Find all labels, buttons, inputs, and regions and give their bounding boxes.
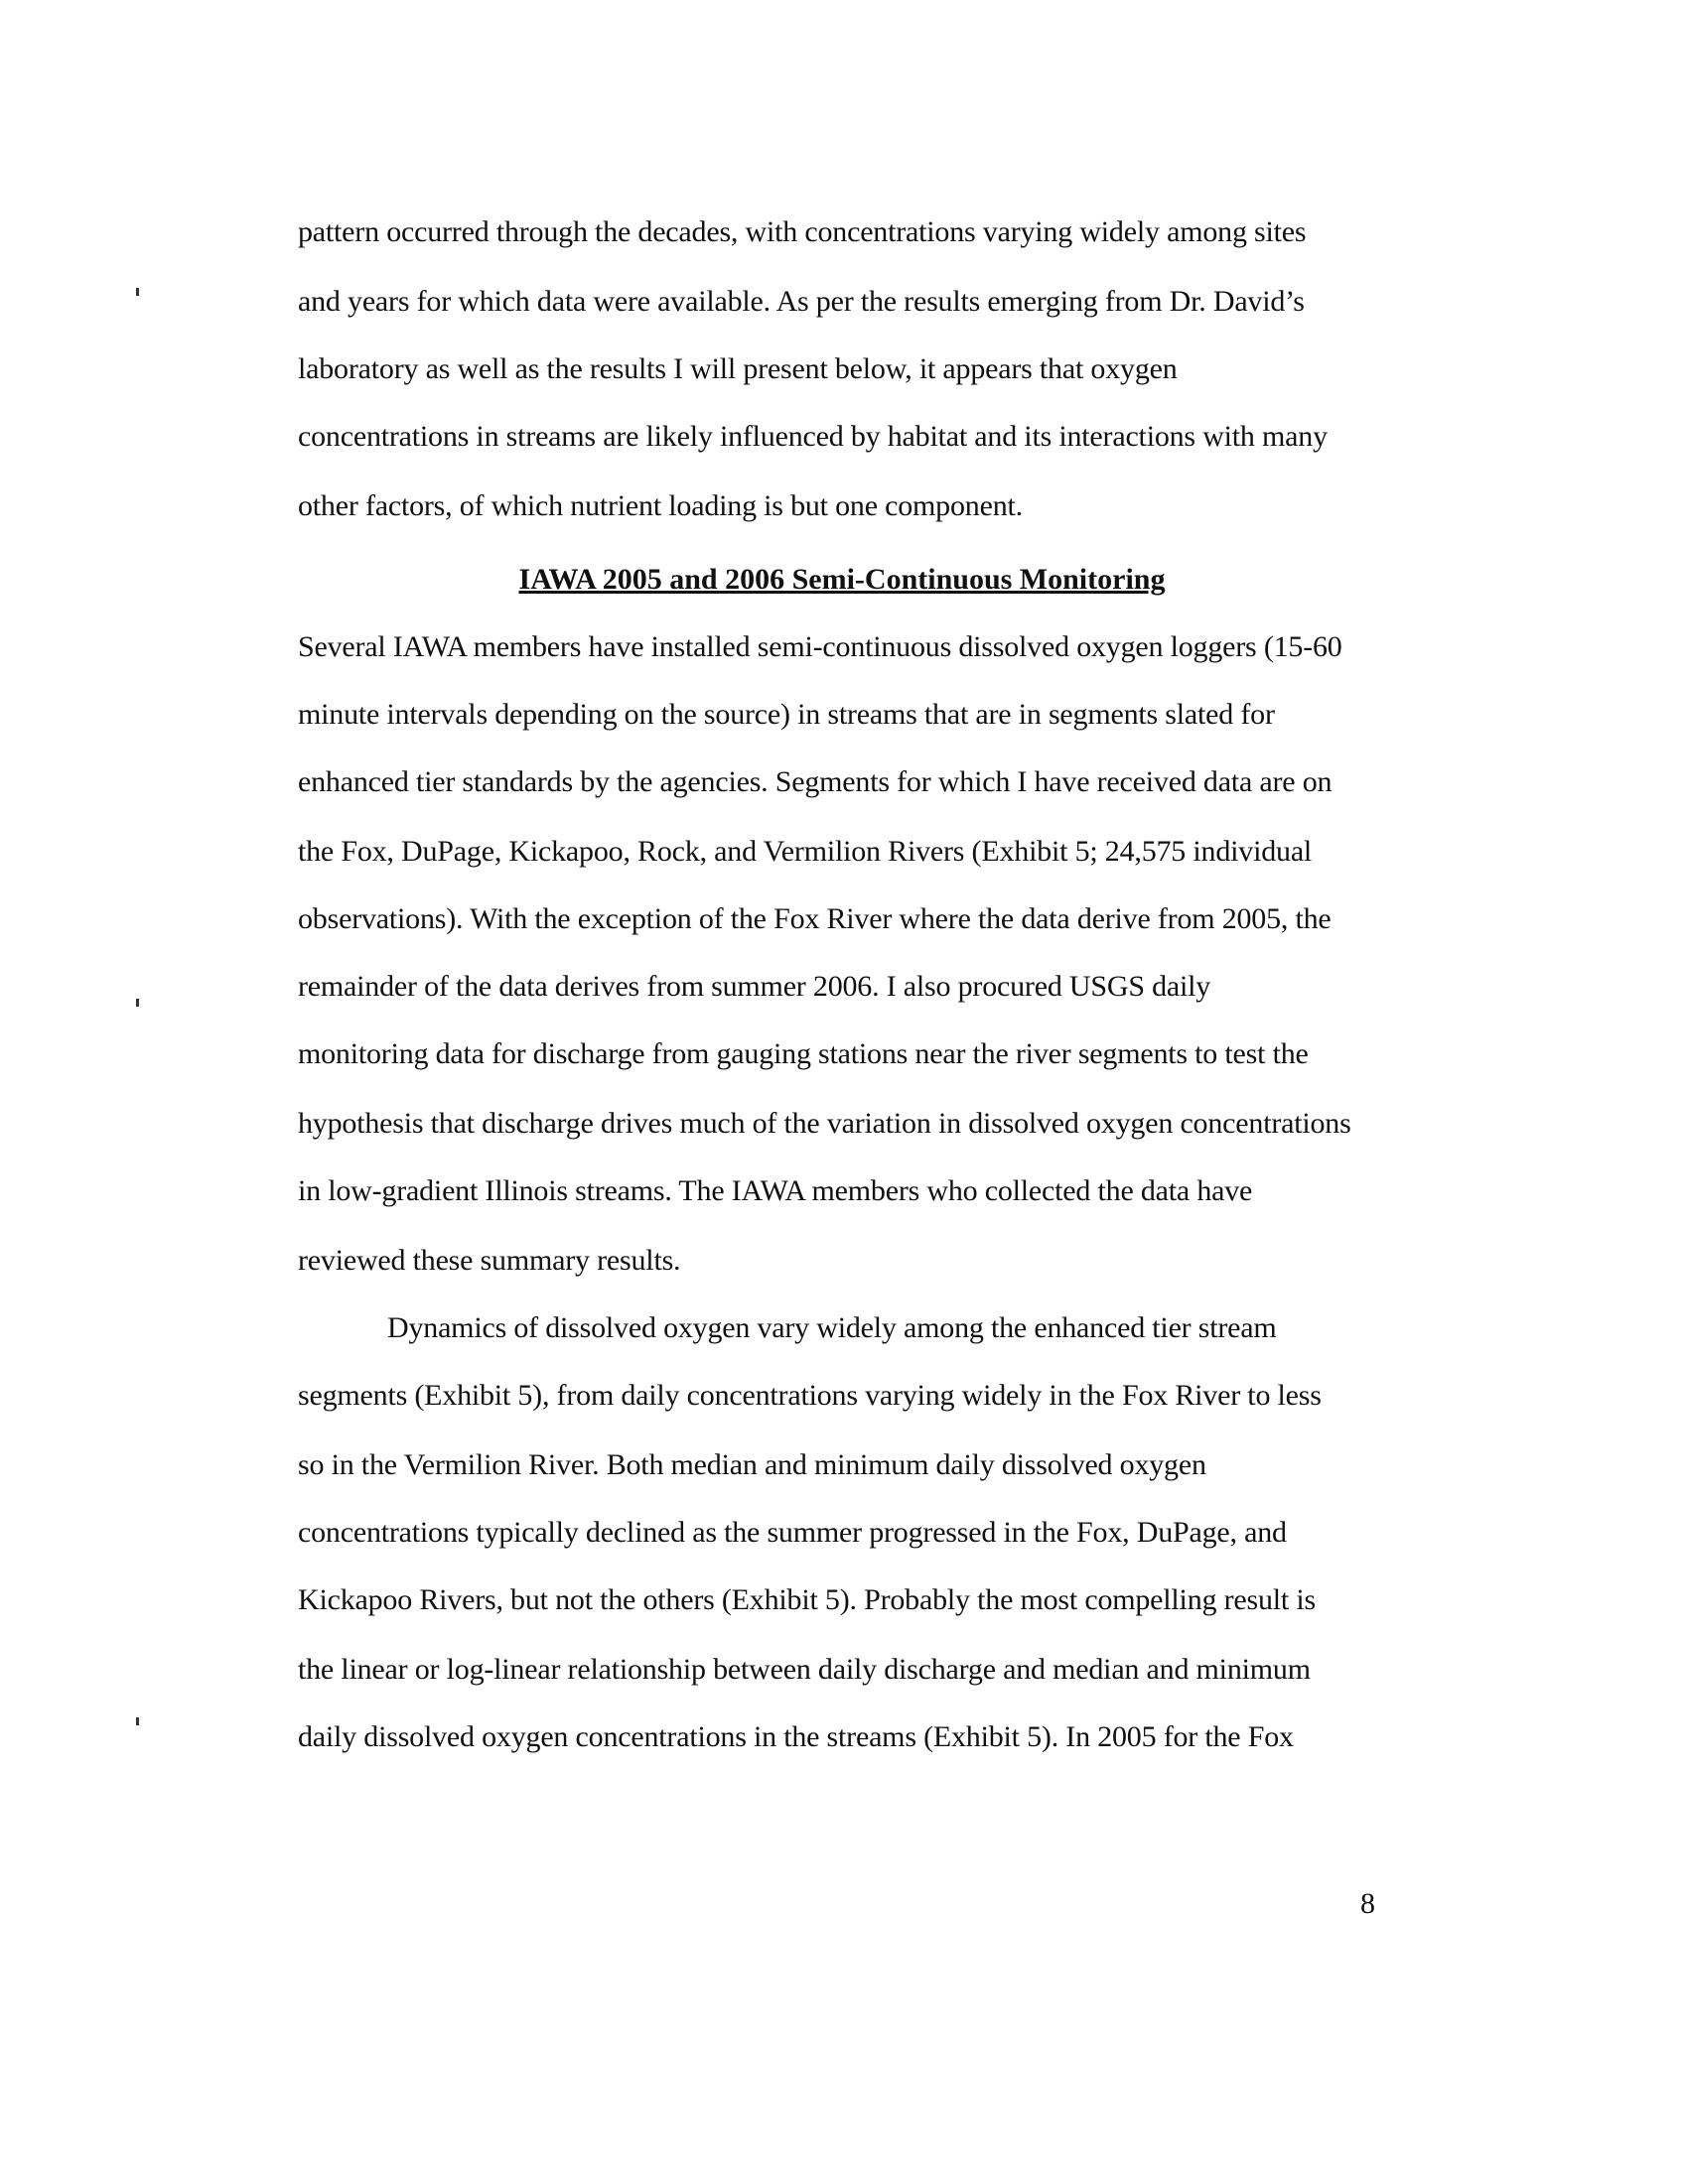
paragraph-line: Dynamics of dissolved oxygen vary widely among the enhanced tier stream xyxy=(387,1311,1277,1344)
paragraph-line: and years for which data were available. As per the results emerging from Dr. David’s xyxy=(298,285,1305,318)
paragraph-line: so in the Vermilion River. Both median and minimum daily dissolved oxygen xyxy=(298,1448,1206,1481)
paragraph-line: the linear or log-linear relationship between daily discharge and median and minimum xyxy=(298,1653,1311,1686)
scan-speck xyxy=(136,1717,139,1725)
paragraph-line: concentrations in streams are likely influenced by habitat and its interactions with many xyxy=(298,420,1328,453)
paragraph-line: hypothesis that discharge drives much of the variation in dissolved oxygen concentrations xyxy=(298,1107,1351,1140)
paragraph-line: the Fox, DuPage, Kickapoo, Rock, and Vermilion Rivers (Exhibit 5; 24,575 individual xyxy=(298,835,1313,868)
scan-speck xyxy=(136,288,139,296)
paragraph-line: in low-gradient Illinois streams. The IAWA members who collected the data have xyxy=(298,1174,1253,1207)
paragraph-line: pattern occurred through the decades, with concentrations varying widely among sites xyxy=(298,215,1307,248)
paragraph-line: Kickapoo Rivers, but not the others (Exhibit 5). Probably the most compelling result is xyxy=(298,1583,1316,1616)
page-number: 8 xyxy=(1360,1887,1375,1920)
paragraph-line: reviewed these summary results. xyxy=(298,1244,681,1277)
scan-speck xyxy=(136,999,139,1007)
paragraph-line: laboratory as well as the results I will present below, it appears that oxygen xyxy=(298,352,1178,385)
paragraph-line: observations). With the exception of the Fox River where the data derive from 2005, the xyxy=(298,902,1332,935)
paragraph-line: remainder of the data derives from summer 2006. I also procured USGS daily xyxy=(298,970,1211,1003)
paragraph-line: Several IAWA members have installed semi-continuous dissolved oxygen loggers (15-60 xyxy=(298,630,1342,663)
paragraph-line: minute intervals depending on the source) in streams that are in segments slated for xyxy=(298,698,1275,731)
paragraph-line: daily dissolved oxygen concentrations in the streams (Exhibit 5). In 2005 for the Fox xyxy=(298,1720,1294,1753)
paragraph-line: monitoring data for discharge from gauging stations near the river segments to test the xyxy=(298,1037,1309,1070)
paragraph-line: concentrations typically declined as the summer progressed in the Fox, DuPage, and xyxy=(298,1516,1287,1549)
paragraph-line: segments (Exhibit 5), from daily concentrations varying widely in the Fox River to less xyxy=(298,1379,1322,1412)
paragraph-line: enhanced tier standards by the agencies. Segments for which I have received data are on xyxy=(298,765,1333,798)
section-heading: IAWA 2005 and 2006 Semi-Continuous Monitoring xyxy=(518,563,1166,596)
paragraph-line: other factors, of which nutrient loading is but one component. xyxy=(298,489,1023,522)
